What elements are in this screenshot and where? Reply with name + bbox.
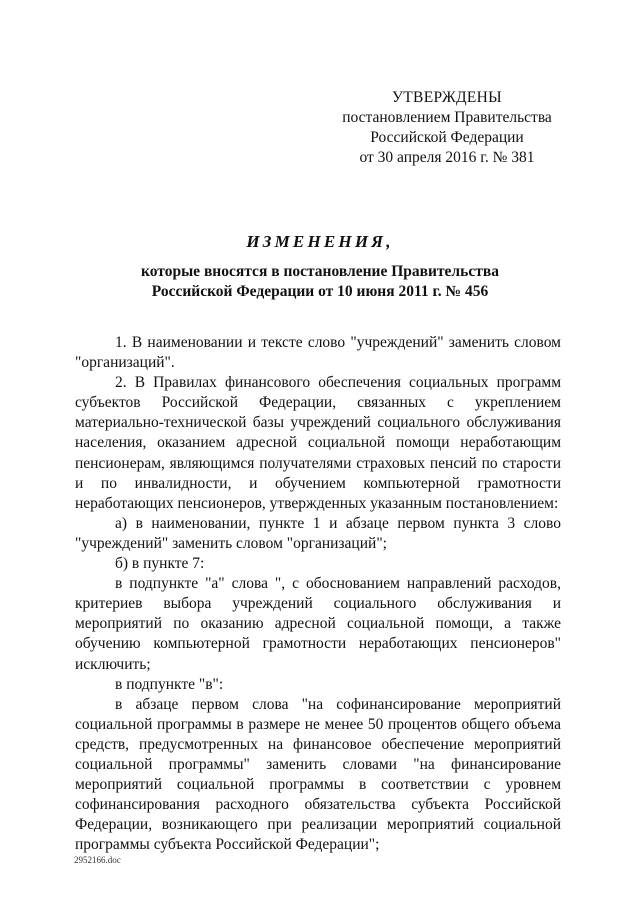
subtitle-line: Российской Федерации от 10 июня 2011 г. № 456 <box>151 283 489 300</box>
paragraph: в подпункте "в": <box>115 675 224 693</box>
paragraph: в абзаце первом слова "на софинансирование мероприятий социальной программы в размере не менее 50 процентов общего объема средств, предусмотренных на финансовое обеспечение мероприятий социальной программы" заменить словами "на финансирование мероприятий социальной программы в соответствии с уровнем софинансирования расходного обязательства субъекта Российской Федерации, возникающего при реализации мероприятий социальной программы субъекта Российской Федерации"; <box>75 695 561 854</box>
document-body <box>75 333 561 855</box>
approval-date-line: от 30 апреля 2016 г. № 381 <box>359 149 535 166</box>
approval-heading: УТВЕРЖДЕНЫ <box>392 89 502 106</box>
paragraph: в подпункте "а" слова ", с обоснованием направлений расходов, критериев выбора учреждений социального обслуживания и мероприятий по оказанию адресной социальной помощи, а также обучению компьютерной грамотности неработающих пенсионеров" исключить; <box>75 575 561 673</box>
approval-line: Российской Федерации <box>370 129 524 146</box>
document-title: ИЗМЕНЕНИЯ, <box>246 232 394 251</box>
paragraph: 1. В наименовании и тексте слово "учреждений" заменить словом "организаций". <box>75 334 561 372</box>
paragraph: б) в пункте 7: <box>115 555 205 573</box>
subtitle-line: которые вносятся в постановление Правительства <box>141 263 499 280</box>
document-subtitle <box>110 262 530 302</box>
paragraph: 2. В Правилах финансового обеспечения социальных программ субъектов Российской Федерации, связанных с укреплением материально-технической базы учреждений социального обслуживания населения, оказанием адресной социальной помощи неработающим пенсионерам, являющимся получателями страховых пенсий по старости и по инвалидности, и обучением компьютерной грамотности неработающих пенсионеров, утвержденных указанным постановлением: <box>75 374 561 512</box>
approval-block <box>338 88 556 168</box>
approval-line: постановлением Правительства <box>342 109 552 126</box>
file-name-footer: 2952166.doc <box>74 855 121 865</box>
paragraph: а) в наименовании, пункте 1 и абзаце первом пункта 3 слово "учреждений" заменить словом "организаций"; <box>75 514 561 552</box>
